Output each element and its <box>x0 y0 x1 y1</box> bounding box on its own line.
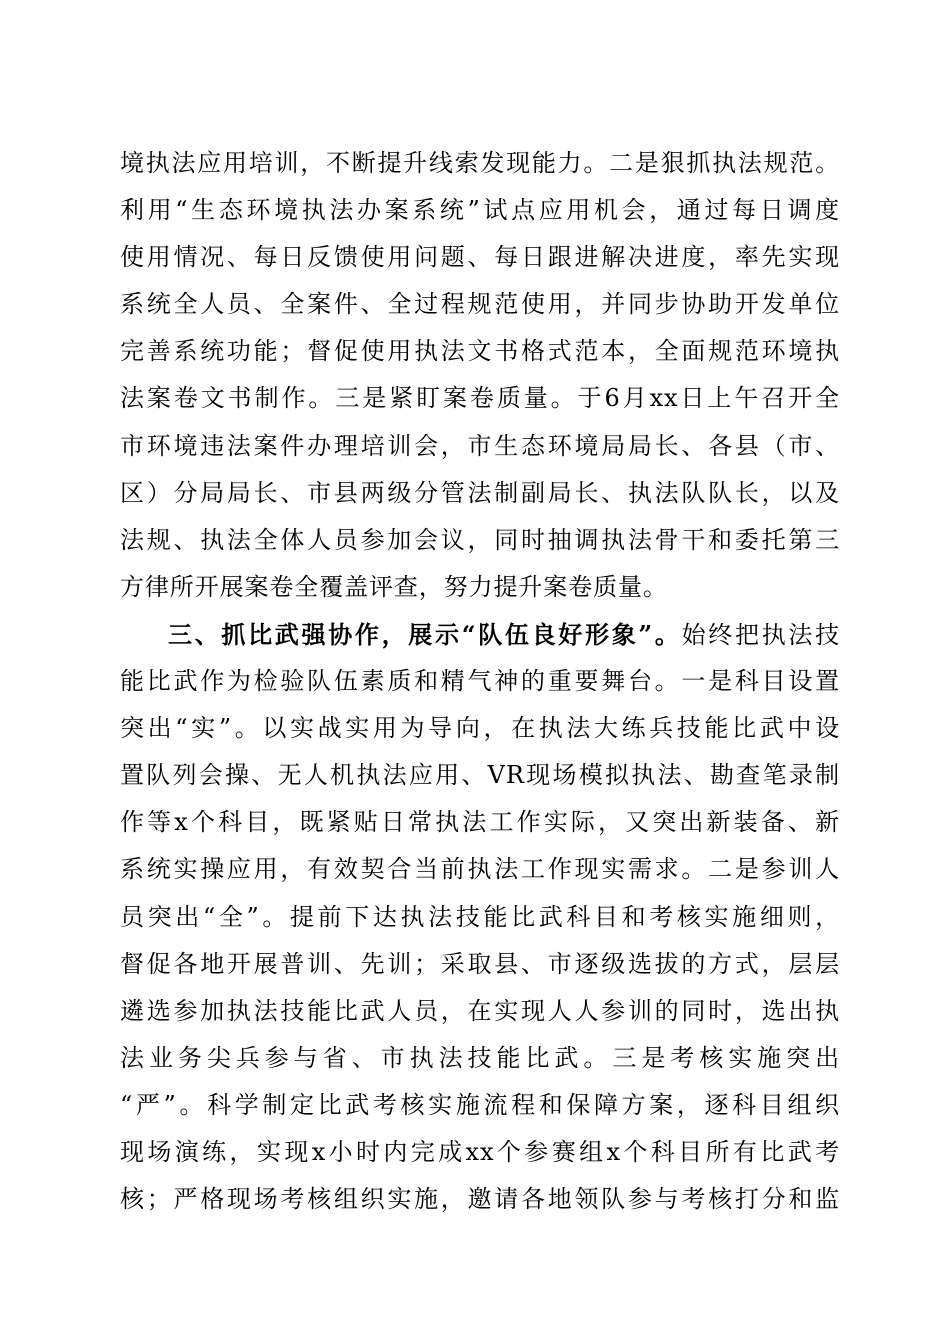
text-line: 市环境违法案件办理培训会，市生态环境局局长、各县（市、 <box>120 431 840 460</box>
text-line: 完善系统功能；督促使用执法文书格式范本，全面规范环境执 <box>120 337 840 366</box>
text-line: 核；严格现场考核组织实施，邀请各地领队参与考核打分和监 <box>120 1185 840 1214</box>
text-line: 利用“生态环境执法办案系统”试点应用机会，通过每日调度 <box>120 196 840 225</box>
text-line: 区）分局局长、市县两级分管法制副局长、执法队队长，以及 <box>120 478 840 507</box>
text-line: 法规、执法全体人员参加会议，同时抽调执法骨干和委托第三 <box>120 525 840 554</box>
text-line: 使用情况、每日反馈使用问题、每日跟进解决进度，率先实现 <box>120 243 840 272</box>
text-line: 作等x个科目，既紧贴日常执法工作实际，又突出新装备、新 <box>120 808 840 837</box>
text-line: 法案卷文书制作。三是紧盯案卷质量。于6月xx日上午召开全 <box>120 384 840 413</box>
text-line: 方律所开展案卷全覆盖评查，努力提升案卷质量。 <box>120 572 668 601</box>
text-line: 系统全人员、全案件、全过程规范使用，并同步协助开发单位 <box>120 290 840 319</box>
text-line: 员突出“全”。提前下达执法技能比武科目和考核实施细则， <box>120 902 840 931</box>
document-body <box>120 140 840 1223</box>
text-run: 始终把执法技 <box>681 620 841 649</box>
text-line: 遴选参加执法技能比武人员，在实现人人参训的同时，选出执 <box>120 996 840 1025</box>
text-line: 突出“实”。以实战实用为导向，在执法大练兵技能比武中设 <box>120 714 840 743</box>
paragraph-skills-competition <box>120 611 840 1223</box>
text-line: 督促各地开展普训、先训；采取县、市逐级选拔的方式，层层 <box>120 949 840 978</box>
text-line: “严”。科学制定比武考核实施流程和保障方案，逐科目组织 <box>120 1090 840 1119</box>
section-heading: 三、抓比武强协作，展示“队伍良好形象”。 <box>168 619 682 649</box>
paragraph-enforcement-standards <box>120 140 840 611</box>
text-line: 系统实操应用，有效契合当前执法工作现实需求。二是参训人 <box>120 855 840 884</box>
text-line: 现场演练，实现x小时内完成xx个参赛组x个科目所有比武考 <box>120 1137 840 1166</box>
text-line: 境执法应用培训，不断提升线索发现能力。二是狠抓执法规范。 <box>120 149 840 177</box>
text-line: 能比武作为检验队伍素质和精气神的重要舞台。一是科目设置 <box>120 667 840 696</box>
text-line: 法业务尖兵参与省、市执法技能比武。三是考核实施突出 <box>120 1043 840 1072</box>
section-heading-line <box>120 611 840 658</box>
text-line: 置队列会操、无人机执法应用、VR现场模拟执法、勘查笔录制 <box>120 761 840 790</box>
